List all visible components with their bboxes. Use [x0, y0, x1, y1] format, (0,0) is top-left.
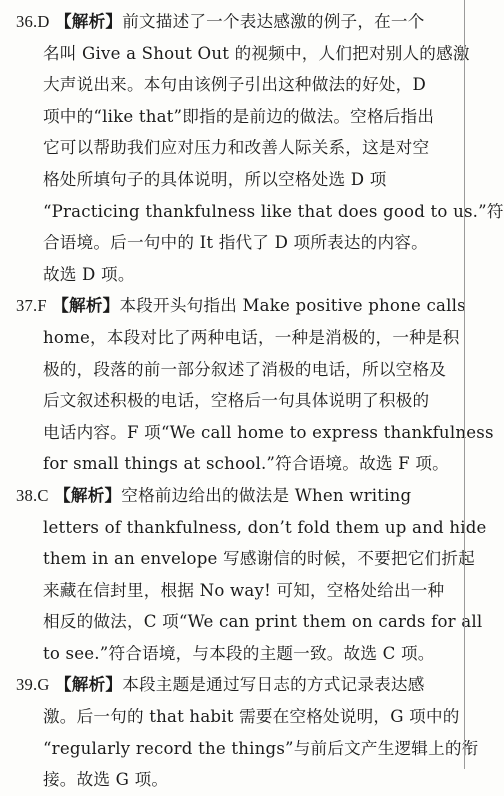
explanation-line	[16, 290, 466, 322]
explanation-line: “regularly record the things”与前后文产生逻辑上的衔	[43, 738, 479, 758]
explanation-line: 电话内容。F 项“We call home to express thankfulness	[43, 422, 494, 442]
explanation-text: 本段开头句指出 Make positive phone calls	[119, 296, 466, 316]
explanation-item-38	[16, 480, 487, 670]
question-number: 36.D	[16, 12, 50, 31]
explanation-line: 相反的做法，C 项“We can print them on cards for all	[43, 612, 483, 632]
explanation-text: 前文描述了一个表达感激的例子，在一个	[122, 12, 425, 31]
explanation-line: them in an envelope 写感谢信的时候，不要把它们折起	[43, 549, 475, 569]
explanation-line: letters of thankfulness, don’t fold them up and hide	[43, 517, 487, 537]
explanation-line: “Practicing thankfulness like that does good to us.”符	[43, 201, 504, 221]
analysis-tag: 【解析】	[54, 484, 122, 505]
explanation-line: 合语境。后一句中的 It 指代了 D 项所表达的内容。	[43, 233, 428, 253]
explanation-line: 极的，段落的前一部分叙述了消极的电话，所以空格及	[43, 359, 447, 379]
explanation-item-36	[16, 6, 504, 290]
page-edge-rule	[464, 0, 465, 769]
explanation-line: 格处所填句子的具体说明，所以空格处选 D 项	[43, 169, 387, 189]
explanation-line: to see.”符合语境，与本段的主题一致。故选 C 项。	[43, 643, 435, 663]
question-number: 38.C	[16, 485, 49, 505]
explanation-item-39	[16, 669, 479, 795]
question-number: 37.F	[16, 296, 47, 316]
analysis-tag: 【解析】	[55, 11, 123, 31]
explanation-line: 它可以帮助我们应对压力和改善人际关系，这是对空	[43, 138, 430, 158]
explanation-line: 来藏在信封里，根据 No way! 可知，空格处给出一种	[43, 580, 445, 600]
explanation-text: 空格前边给出的做法是 When writing	[121, 485, 412, 505]
explanation-line	[16, 669, 456, 701]
explanation-item-37	[16, 290, 494, 480]
explanation-line: 名叫 Give a Shout Out 的视频中，人们把对别人的感激	[43, 43, 470, 63]
analysis-tag: 【解析】	[55, 674, 123, 695]
analysis-tag: 【解析】	[52, 295, 120, 316]
explanation-line: 后文叙述积极的电话，空格后一句具体说明了积极的	[43, 391, 430, 411]
explanation-line	[16, 6, 456, 38]
explanation-line: 激。后一句的 that habit 需要在空格处说明，G 项中的	[43, 707, 460, 727]
explanation-line: 项中的“like that”即指的是前边的做法。空格后指出	[43, 106, 435, 126]
explanation-line: 大声说出来。本句由该例子引出这种做法的好处，D	[43, 75, 426, 95]
explanation-line: home，本段对比了两种电话，一种是消极的，一种是积	[43, 327, 460, 347]
explanation-text: 本段主题是通过写日志的方式记录表达感	[122, 675, 425, 695]
question-number: 39.G	[16, 675, 50, 695]
explanation-line: 接。故选 G 项。	[43, 770, 169, 790]
explanation-line: 故选 D 项。	[43, 264, 135, 284]
explanation-line	[16, 480, 456, 512]
explanation-line: for small things at school.”符合语境。故选 F 项。	[43, 454, 449, 474]
